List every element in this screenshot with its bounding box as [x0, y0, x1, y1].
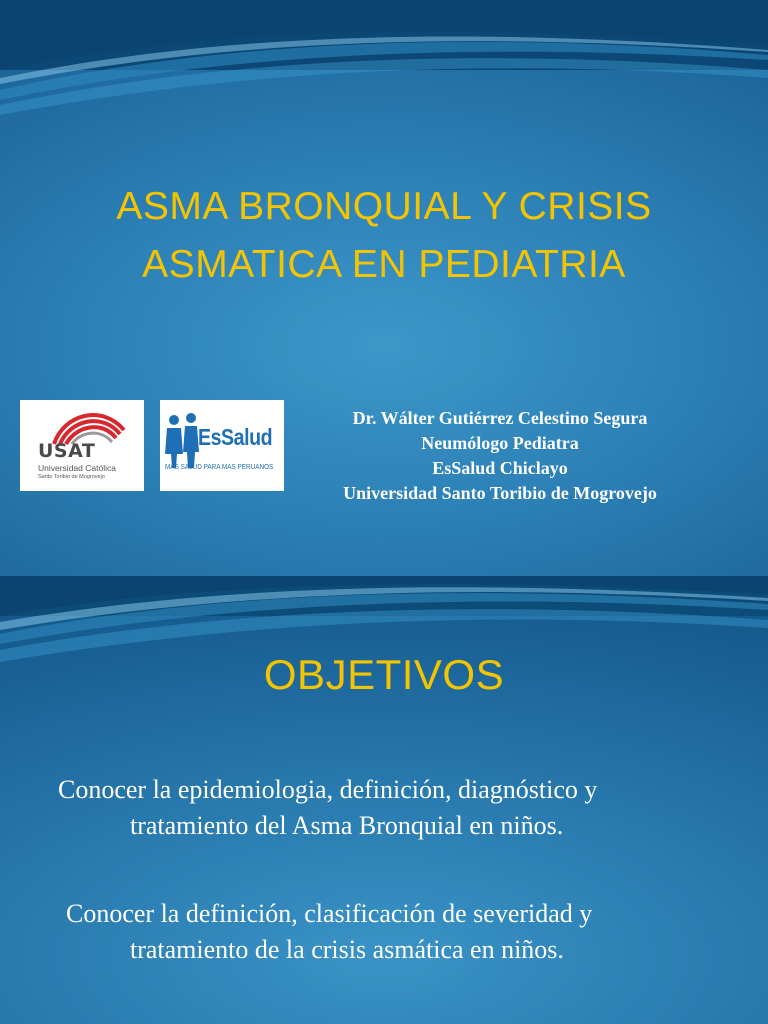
wave-decoration — [0, 0, 768, 140]
objective-line: tratamiento de la crisis asmática en niños. — [130, 935, 564, 964]
usat-wordmark: USAT — [38, 440, 96, 462]
presentation-title: ASMA BRONQUIAL Y CRISIS ASMATICA EN PEDIATRIA — [116, 185, 652, 286]
essalud-tagline: MAS SALUD PARA MAS PERUANOS — [165, 462, 274, 471]
usat-logo — [20, 400, 144, 491]
objective-line: Conocer la definición, clasificación de severidad y — [66, 899, 593, 928]
objectives-title: OBJETIVOS — [263, 651, 505, 698]
author-specialty: Neumólogo Pediatra — [421, 433, 579, 453]
essalud-wordmark: EsSalud — [198, 424, 273, 450]
usat-subtitle-1: Universidad Católica — [38, 463, 116, 473]
objective-line: tratamiento del Asma Bronquial en niños. — [130, 811, 564, 840]
author-affiliation: EsSalud Chiclayo — [432, 458, 568, 478]
objective-item — [58, 772, 738, 844]
author-university: Universidad Santo Toribio de Mogrovejo — [343, 483, 657, 503]
usat-arc-icon — [20, 400, 144, 445]
usat-subtitle-2: Santo Toribio de Mogrovejo — [38, 474, 105, 480]
essalud-logo — [160, 400, 284, 491]
objective-line: Conocer la epidemiologia, definición, diagnóstico y — [58, 775, 598, 804]
author-name: Dr. Wálter Gutiérrez Celestino Segura — [352, 408, 648, 428]
objective-item — [66, 896, 746, 968]
author-block — [292, 406, 708, 506]
